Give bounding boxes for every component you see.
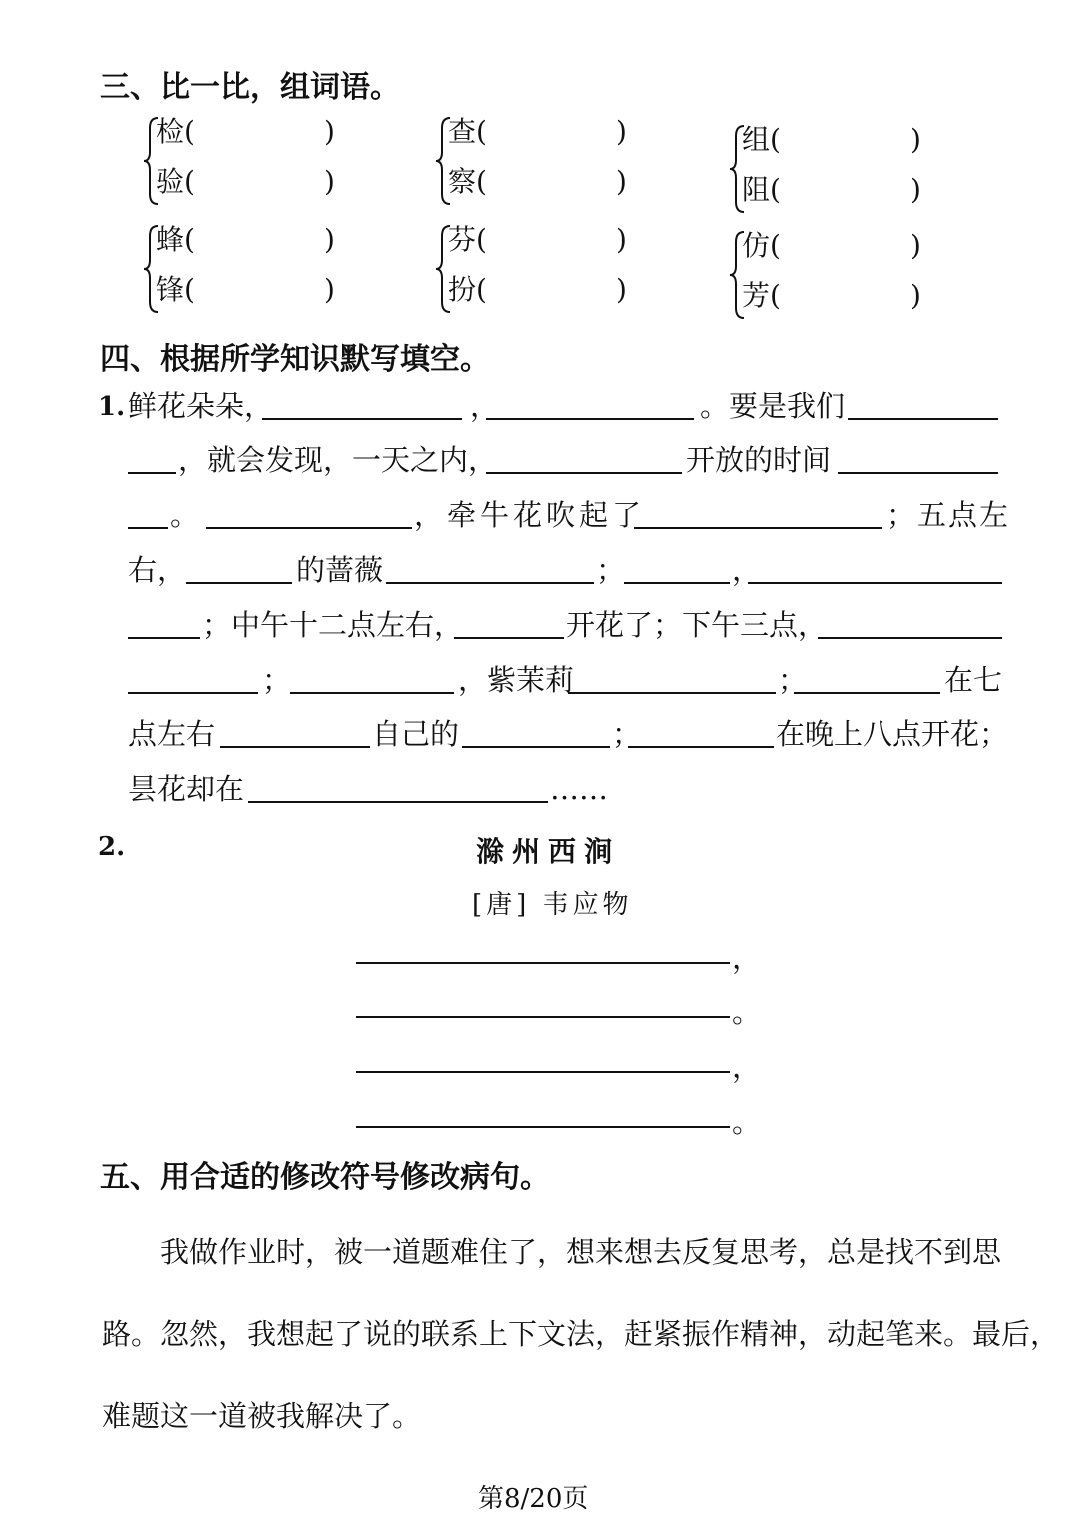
poem-punct: ， [732,941,762,975]
page-number: 第8/20页 [478,1484,589,1514]
word-pair [434,116,654,206]
word-pair [434,224,654,314]
q1-text: 右， [128,553,187,587]
q1-text: ， [470,389,500,423]
close-paren: ) [910,229,921,262]
fill-blank[interactable] [454,637,564,639]
fill-blank[interactable] [794,692,940,694]
poem-line-blank[interactable] [356,1071,730,1073]
fill-blank[interactable] [386,582,594,584]
word-char: 验( [156,165,195,198]
fill-blank[interactable] [748,582,1002,584]
fill-blank[interactable] [186,582,292,584]
word-char: 查( [448,115,487,148]
q1-text: ； [262,663,292,697]
fill-blank[interactable] [220,746,370,748]
fill-blank[interactable] [128,637,200,639]
close-paren: ) [910,279,921,312]
poem-author: [唐] 韦应物 [472,890,633,920]
sentence-line: 我做作业时，被一道题难住了，想来想去反复思考，总是找不到思 [160,1235,1002,1269]
close-paren: ) [324,223,335,256]
fill-blank[interactable] [128,692,258,694]
fill-blank[interactable] [206,527,412,529]
close-paren: ) [324,165,335,198]
q1-text: …… [550,772,608,806]
section3-title: 三、比一比，组词语。 [100,70,400,105]
word-char: 蜂( [156,223,195,256]
fill-blank[interactable] [486,418,694,420]
fill-blank[interactable] [262,418,462,420]
fill-blank[interactable] [462,746,610,748]
q1-text: 的蔷薇 [296,553,384,587]
poem-punct: ， [732,1050,762,1084]
word-char: 锋( [156,273,195,306]
sentence-line: 路。忽然，我想起了说的联系上下文法，赶紧振作精神，动起笔来。最后， [102,1317,1060,1351]
close-paren: ) [616,165,627,198]
q1-text: ； [596,553,626,587]
q1-text: 开花了；下午三点， [566,608,828,642]
close-paren: ) [616,273,627,306]
section4-title: 四、根据所学知识默写填空。 [100,342,490,377]
fill-blank[interactable] [848,418,998,420]
word-pair [728,230,948,320]
word-char: 检( [156,115,195,148]
question-1-number: 1. [98,392,126,422]
close-paren: ) [324,115,335,148]
fill-blank[interactable] [128,472,176,474]
q1-text: ； [612,717,642,751]
sentence-line: 难题这一道被我解决了。 [102,1399,422,1433]
q1-text: ； [778,663,808,697]
close-paren: ) [616,223,627,256]
close-paren: ) [910,123,921,156]
q1-text: ，牵牛花吹起了 [414,498,646,532]
fill-blank[interactable] [818,637,1002,639]
word-char: 芳( [742,279,781,312]
word-pair [142,116,362,206]
q1-text: ， [732,553,762,587]
close-paren: ) [324,273,335,306]
q1-text: 开放的时间 [686,443,832,477]
question-2-number: 2. [98,832,126,862]
q1-text: 鲜花朵朵， [128,389,274,423]
section5-title: 五、用合适的修改符号修改病句。 [100,1160,550,1195]
word-pair [728,124,948,214]
poem-punct: 。 [732,1105,762,1139]
poem-title: 滁州西涧 [476,835,621,868]
word-char: 组( [742,123,781,156]
fill-blank[interactable] [248,801,548,803]
q1-text: ；中午十二点左右， [202,608,464,642]
poem-punct: 。 [732,995,762,1029]
fill-blank[interactable] [634,527,882,529]
fill-blank[interactable] [838,472,998,474]
close-paren: ) [910,173,921,206]
fill-blank[interactable] [290,692,454,694]
poem-line-blank[interactable] [356,1126,730,1128]
q1-text: ，紫茉莉 [458,663,575,697]
word-char: 芬( [448,223,487,256]
poem-line-blank[interactable] [356,1016,730,1018]
q1-text: 在七 [944,663,1003,697]
q1-text: 自己的 [372,717,460,751]
q1-text: 。要是我们 [700,389,846,423]
fill-blank[interactable] [568,692,776,694]
fill-blank[interactable] [128,527,168,529]
q1-text: 点左右 [128,717,216,751]
q1-text: ；五点左 [886,498,1011,532]
word-char: 扮( [448,273,487,306]
q1-text: ，就会发现，一天之内， [178,443,498,477]
close-paren: ) [616,115,627,148]
fill-blank[interactable] [486,472,682,474]
q1-text: 在晚上八点开花； [776,717,1009,751]
poem-line-blank[interactable] [356,962,730,964]
word-char: 阻( [742,173,781,206]
word-pair [142,224,362,314]
q1-text: 昙花却在 [128,772,245,806]
word-char: 察( [448,165,487,198]
fill-blank[interactable] [624,582,730,584]
word-char: 仿( [742,229,781,262]
fill-blank[interactable] [628,746,774,748]
q1-text: 。 [170,498,200,532]
